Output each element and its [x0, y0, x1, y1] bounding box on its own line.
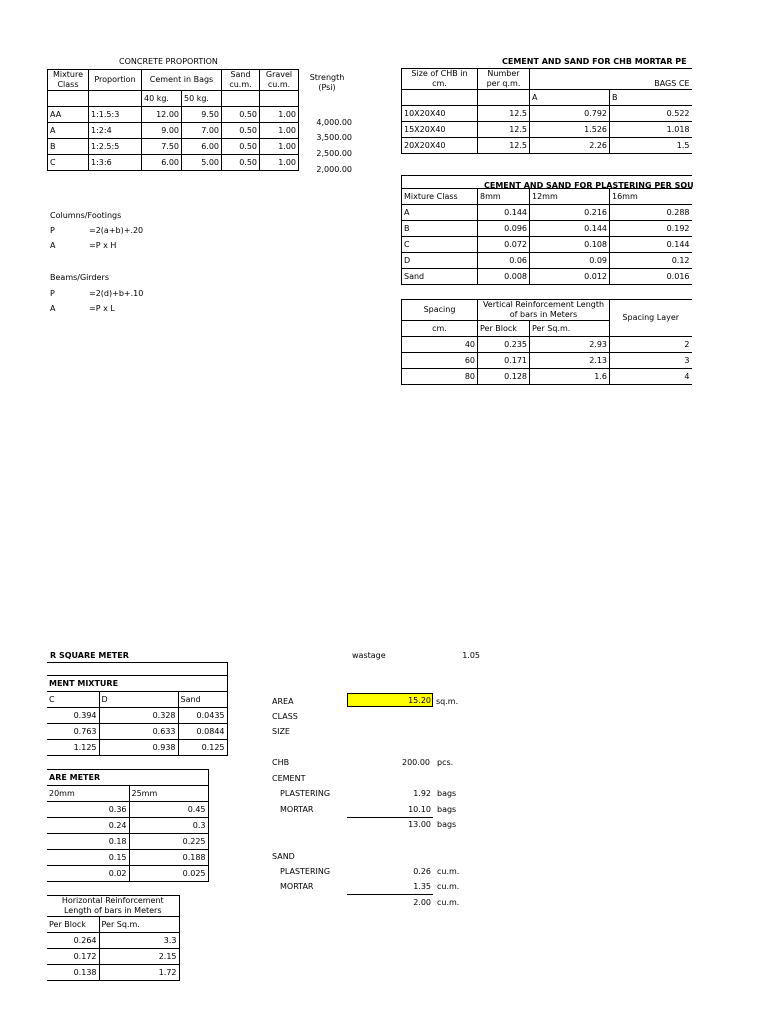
formula-value: =2(d)+b+.10: [89, 289, 144, 298]
cell: 2.26: [530, 138, 610, 154]
cell: 0.012: [530, 269, 610, 285]
cell: 0.072: [478, 237, 530, 253]
table-row: [402, 253, 692, 269]
mortar-title: CEMENT AND SAND FOR CHB MORTAR PE: [502, 57, 687, 66]
number-header: Number per q.m.: [478, 69, 530, 90]
proportion-header: Proportion: [89, 70, 142, 91]
table-row: [47, 834, 208, 850]
mortar-cont-title: R SQUARE METER: [50, 651, 129, 660]
cell: 0.144: [530, 221, 610, 237]
cell: [402, 90, 478, 106]
cell: 7.50: [142, 139, 182, 155]
cell: 0.45: [129, 802, 208, 818]
table-row: [47, 818, 208, 834]
table-row: [47, 740, 227, 756]
cell: 60: [402, 353, 478, 369]
sand-total-value: 2.00: [413, 898, 431, 907]
table-row: [402, 237, 692, 253]
sand-label: SAND: [272, 852, 295, 861]
vertical-reinforcement-table: [401, 299, 692, 385]
cell: 0.792: [530, 106, 610, 122]
cell: 0.50: [222, 123, 260, 139]
size-label: SIZE: [272, 727, 290, 736]
formula-key: A: [50, 241, 56, 250]
plaster-cont-table: [47, 769, 209, 882]
cell: 1.72: [99, 965, 179, 981]
cell: 0.225: [129, 834, 208, 850]
cement-label: CEMENT: [272, 774, 306, 783]
table-row: [47, 949, 179, 965]
cell: 2.93: [530, 337, 610, 353]
cell: 1.00: [260, 139, 299, 155]
cum-unit: cu.m.: [437, 882, 460, 891]
cell: 0.763: [47, 724, 99, 740]
cell: 0.24: [47, 818, 129, 834]
wastage-label: wastage: [352, 651, 386, 660]
cell: 20X20X40: [402, 138, 478, 154]
cell: Sand: [402, 269, 478, 285]
formula-key: P: [50, 226, 55, 235]
cell: 0.128: [478, 369, 530, 385]
divider: [347, 817, 433, 818]
col-c-header: C: [47, 692, 99, 708]
cell: 15X20X40: [402, 122, 478, 138]
cell: 0.633: [99, 724, 178, 740]
gravel-header: Gravel cu.m.: [260, 70, 299, 91]
table-row: [47, 724, 227, 740]
mortar-cont-table: [47, 662, 228, 756]
bags-header: [530, 69, 692, 90]
concrete-title: CONCRETE PROPORTION: [119, 57, 218, 66]
formula-value: =2(a+b)+.20: [89, 226, 144, 235]
chb-unit: pcs.: [437, 758, 454, 767]
cell: 0.172: [47, 949, 99, 965]
col-b-header: B: [610, 90, 692, 106]
cell: 12.5: [478, 122, 530, 138]
cell: 0.12: [610, 253, 692, 269]
cell: A: [402, 205, 478, 221]
mixture-class-header: Mixture Class: [48, 70, 89, 91]
cell: 0.328: [99, 708, 178, 724]
cell: 0.171: [478, 353, 530, 369]
table-row: [402, 138, 692, 154]
table-row: [48, 123, 299, 139]
formula-value: =P x L: [89, 304, 115, 313]
col-a-header: A: [530, 90, 610, 106]
cell: 10X20X40: [402, 106, 478, 122]
cell: 0.016: [610, 269, 692, 285]
table-row: [402, 369, 692, 385]
cement-plastering-value: 1.92: [413, 789, 431, 798]
table-row: [402, 353, 692, 369]
cell: 1:2.5:5: [89, 139, 142, 155]
cell: [47, 663, 227, 676]
cm-header: cm.: [402, 321, 478, 337]
cell: 80: [402, 369, 478, 385]
beams-girders-title: Beams/Girders: [50, 273, 109, 282]
cell: 1.018: [610, 122, 692, 138]
concrete-proportion-table: [47, 69, 299, 171]
cell: 1:1.5:3: [89, 107, 142, 123]
cell: 1.00: [260, 155, 299, 171]
cell: 0.02: [47, 866, 129, 882]
formula-key: A: [50, 304, 56, 313]
cell: 1:3:6: [89, 155, 142, 171]
cell: 1.00: [260, 123, 299, 139]
col-sand-header: Sand: [178, 692, 227, 708]
cell: 0.0844: [178, 724, 227, 740]
sand-mortar-value: 1.35: [413, 882, 431, 891]
table-row: [47, 866, 208, 882]
col-25mm-header: 25mm: [129, 786, 208, 802]
cell: 0.138: [47, 965, 99, 981]
table-row: [47, 850, 208, 866]
sand-plastering-label: PLASTERING: [280, 867, 331, 876]
cell: 7.00: [182, 123, 222, 139]
cell: [222, 91, 260, 107]
cell: 12.5: [478, 138, 530, 154]
chb-mortar-table: [401, 68, 692, 154]
cell: 6.00: [182, 139, 222, 155]
cell: 5.00: [182, 155, 222, 171]
table-row: [48, 139, 299, 155]
chb-label: CHB: [272, 758, 290, 767]
cement-bags-header: Cement in Bags: [142, 70, 222, 91]
cell: 0.36: [47, 802, 129, 818]
col-8mm-header: 8mm: [478, 189, 530, 205]
cement-mixture-header: MENT MIXTURE: [47, 676, 227, 692]
table-row: [402, 205, 692, 221]
per-sqm-header: Per Sq.m.: [530, 321, 610, 337]
vertical-header: Vertical Reinforcement Length of bars in Meters: [478, 300, 610, 321]
cell: 2.13: [530, 353, 610, 369]
cell: B: [48, 139, 89, 155]
cell: 0.188: [129, 850, 208, 866]
bags-unit: bags: [437, 805, 457, 814]
strength-value: 3,500.00: [316, 133, 352, 142]
cum-unit: cu.m.: [437, 867, 460, 876]
mixture-class-header: Mixture Class: [402, 189, 478, 205]
cell: [402, 176, 692, 189]
cell: 0.264: [47, 933, 99, 949]
size-header: Size of CHB in cm.: [402, 69, 478, 90]
col-12mm-header: 12mm: [530, 189, 610, 205]
cement-plastering-label: PLASTERING: [280, 789, 331, 798]
per-sqm-header: Per Sq.m.: [99, 917, 179, 933]
cell: 4: [610, 369, 692, 385]
divider: [347, 894, 433, 895]
cell: 1.526: [530, 122, 610, 138]
col-d-header: D: [99, 692, 178, 708]
area-unit: sq.m.: [436, 697, 459, 706]
cell: B: [402, 221, 478, 237]
cell: 0.15: [47, 850, 129, 866]
cell: 1.6: [530, 369, 610, 385]
cement-mortar-label: MORTAR: [280, 805, 314, 814]
cell: 0.522: [610, 106, 692, 122]
table-row: [47, 933, 179, 949]
cell: 0.3: [129, 818, 208, 834]
table-row: [402, 122, 692, 138]
cell: [89, 91, 142, 107]
cell: [48, 91, 89, 107]
kg50-header: 50 kg.: [182, 91, 222, 107]
cell: [260, 91, 299, 107]
cement-mortar-value: 10.10: [408, 805, 431, 814]
columns-footings-title: Columns/Footings: [50, 211, 122, 220]
cell: 1:2:4: [89, 123, 142, 139]
col-16mm-header: 16mm: [610, 189, 692, 205]
table-row: [402, 106, 692, 122]
cell: 0.108: [530, 237, 610, 253]
cell: 0.008: [478, 269, 530, 285]
wastage-value: 1.05: [462, 651, 480, 660]
cell: 1.125: [47, 740, 99, 756]
bags-unit: bags: [437, 820, 457, 829]
table-row: [48, 107, 299, 123]
chb-value: 200.00: [402, 758, 430, 767]
plastering-table: [401, 175, 692, 285]
per-block-header: Per Block: [478, 321, 530, 337]
cell: [478, 90, 530, 106]
cell: 12.5: [478, 106, 530, 122]
table-row: [47, 708, 227, 724]
cell: 0.06: [478, 253, 530, 269]
bags-unit: bags: [437, 789, 457, 798]
cell: 0.938: [99, 740, 178, 756]
cell: D: [402, 253, 478, 269]
cell: 3.3: [99, 933, 179, 949]
plaster-cont-title: ARE METER: [47, 770, 208, 786]
strength-value: 4,000.00: [316, 118, 352, 127]
cell: 0.025: [129, 866, 208, 882]
table-row: [402, 221, 692, 237]
strength-header: Strength (Psi): [309, 73, 345, 92]
cell: C: [402, 237, 478, 253]
cell: 0.125: [178, 740, 227, 756]
cell: C: [48, 155, 89, 171]
cell: 12.00: [142, 107, 182, 123]
cell: 0.50: [222, 139, 260, 155]
cell: A: [48, 123, 89, 139]
class-label: CLASS: [272, 712, 298, 721]
strength-value: 2,000.00: [316, 165, 352, 174]
area-value: 15.20: [408, 696, 431, 705]
sand-plastering-value: 0.26: [413, 867, 431, 876]
cell: 1.5: [610, 138, 692, 154]
cell: 0.09: [530, 253, 610, 269]
formula-key: P: [50, 289, 55, 298]
cell: 2.15: [99, 949, 179, 965]
cell: 0.235: [478, 337, 530, 353]
cell: 2: [610, 337, 692, 353]
cell: 9.00: [142, 123, 182, 139]
plaster-title: CEMENT AND SAND FOR PLASTERING PER SQU: [484, 181, 694, 190]
cell: 0.50: [222, 155, 260, 171]
cell: 9.50: [182, 107, 222, 123]
table-row: [47, 965, 179, 981]
per-block-header: Per Block: [47, 917, 99, 933]
cum-unit: cu.m.: [437, 898, 460, 907]
cell: 0.144: [610, 237, 692, 253]
table-row: [47, 802, 208, 818]
cell: 0.192: [610, 221, 692, 237]
horizontal-reinforcement-table: [47, 895, 180, 981]
cell: 0.288: [610, 205, 692, 221]
kg40-header: 40 kg.: [142, 91, 182, 107]
cell: 3: [610, 353, 692, 369]
cement-total-value: 13.00: [408, 820, 431, 829]
spacing-layer-header: Spacing Layer: [610, 300, 692, 337]
formula-value: =P x H: [89, 241, 117, 250]
cell: 0.0435: [178, 708, 227, 724]
cell: 0.50: [222, 107, 260, 123]
table-row: [48, 155, 299, 171]
table-row: [402, 337, 692, 353]
bags-label: BAGS CE: [654, 79, 690, 88]
cell: 0.394: [47, 708, 99, 724]
spacing-header: Spacing: [402, 300, 478, 321]
cell: 1.00: [260, 107, 299, 123]
cell: 40: [402, 337, 478, 353]
cell: 0.144: [478, 205, 530, 221]
strength-value: 2,500.00: [316, 149, 352, 158]
table-row: [402, 269, 692, 285]
sand-header: Sand cu.m.: [222, 70, 260, 91]
cell: AA: [48, 107, 89, 123]
cell: 6.00: [142, 155, 182, 171]
cell: 0.18: [47, 834, 129, 850]
horizontal-header: Horizontal Reinforcement Length of bars in Meters: [47, 896, 179, 917]
cell: 0.096: [478, 221, 530, 237]
cell: 0.216: [530, 205, 610, 221]
area-label: AREA: [272, 697, 294, 706]
sand-mortar-label: MORTAR: [280, 882, 314, 891]
col-20mm-header: 20mm: [47, 786, 129, 802]
